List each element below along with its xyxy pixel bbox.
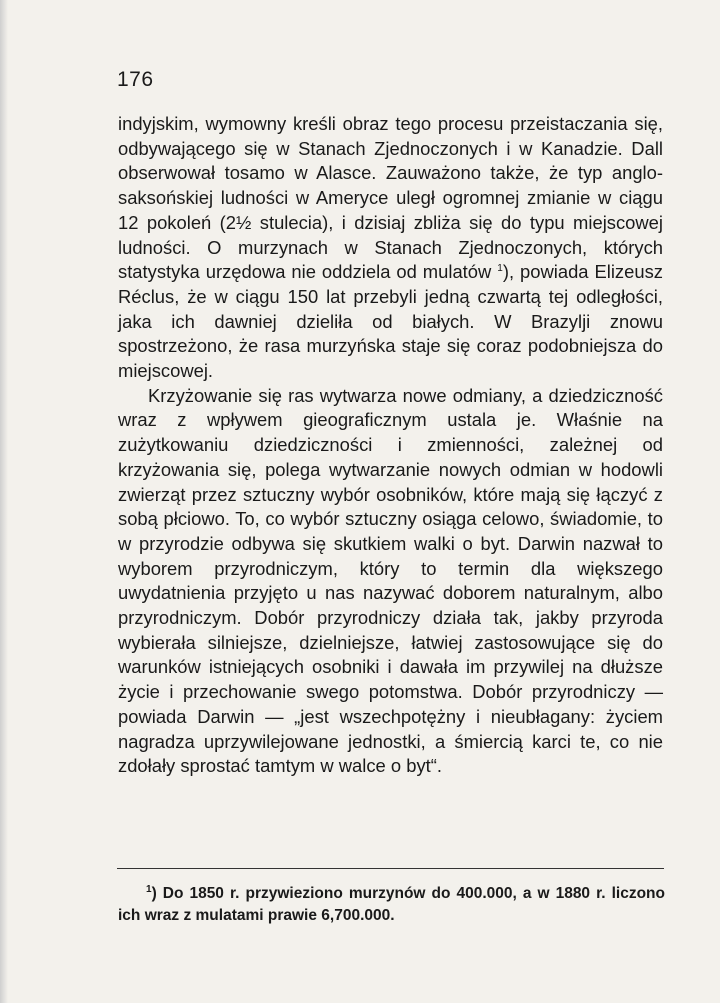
footnote-mark: 1 xyxy=(146,883,152,895)
footnote-reference: 1 xyxy=(497,263,503,275)
body-text xyxy=(118,112,663,779)
footnote-paragraph xyxy=(118,883,665,927)
paragraph-text: ), powiada Elizeusz Réclus, że w ciągu 150 lat przebyli jedną czwartą tej odległości, jaka ich dawniej dzieliła od białych. W Brazylji znowu spostrzeżono, że rasa murzyńska staje się coraz podobniejsza do miejscowej. xyxy=(118,261,663,382)
paragraph-continuation xyxy=(118,112,663,384)
footnote-divider xyxy=(117,868,664,869)
footnote-text: ) Do 1850 r. przywieziono murzynów do 400.000, a w 1880 r. liczono ich wraz z mulatami prawie 6,700.000. xyxy=(118,885,665,924)
footnote xyxy=(118,883,665,927)
page-edge-shadow xyxy=(0,0,8,1003)
paragraph-text: indyjskim, wymowny kreśli obraz tego procesu przeistaczania się, odbywającego się w Stanach Zjednoczonych i w Kanadzie. Dall obserwował tosamo w Alasce. Zauważono także, że typ anglo-saksońskiej ludności w Ameryce uległ ogromnej zmianie w ciągu 12 pokoleń (2½ stulecia), i dzisiaj zbliża się do typu miejscowej ludności. O murzynach w Stanach Zjednoczonych, których statystyka urzędowa nie oddziela od mulatów xyxy=(118,113,663,283)
page-number: 176 xyxy=(117,68,154,91)
paragraph: Krzyżowanie się ras wytwarza nowe odmiany, a dziedziczność wraz z wpływem gieograficznym ustala je. Właśnie na zużytkowaniu dziedziczności i zmienności, zależnej od krzyżowania się, polega wytwarzanie nowych odmian w hodowli zwierząt przez sztuczny wybór osobników, które mają się łączyć z sobą płciowo. To, co wybór sztuczny osiąga celowo, świadomie, to w przyrodzie odbywa się skutkiem walki o byt. Darwin nazwał to wyborem przyrodniczym, który to termin dla większego uwydatnienia przyjęto u nas nazywać doborem naturalnym, albo przyrodniczym. Dobór przyrodniczy działa tak, jakby przyroda wybierała silniejsze, dzielniejsze, łatwiej zastosowujące się do warunków istniejących osobniki i dawała im przywilej na dłuższe życie i przechowanie swego potomstwa. Dobór przyrodniczy — powiada Darwin — „jest wszechpotężny i nieubłagany: życiem nagradza uprzywilejowane jednostki, a śmiercią karci te, co nie zdołały sprostać tamtym w walce o byt“. xyxy=(118,384,663,777)
